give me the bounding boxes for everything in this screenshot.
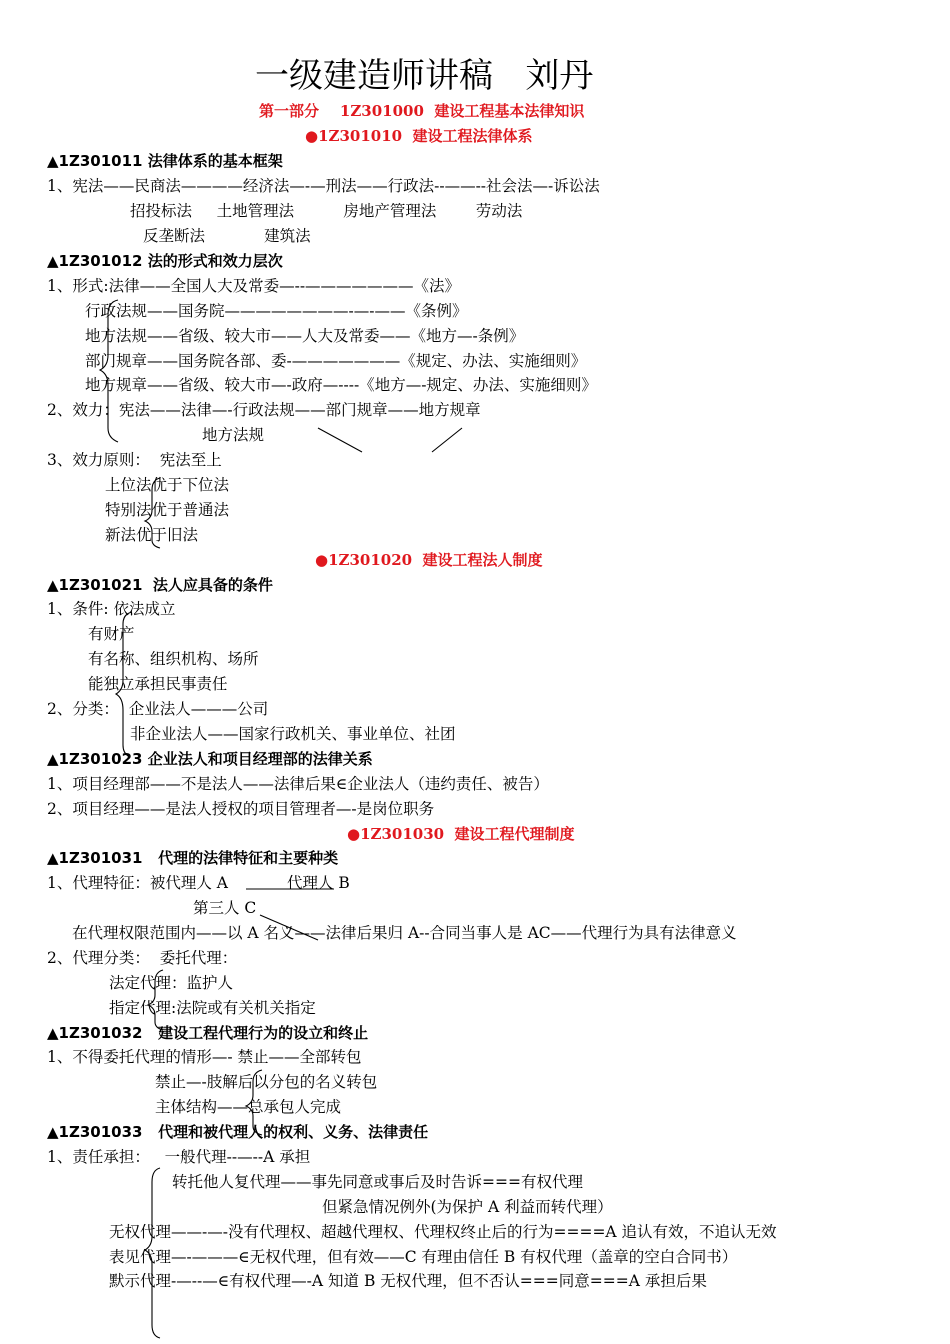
brace-shape	[145, 478, 160, 548]
diagonal-line	[318, 428, 362, 452]
text-line: 禁止—-肢解后以分包的名义转包	[155, 1073, 378, 1091]
text-line: 指定代理:法院或有关机关指定	[109, 999, 316, 1017]
subsection-heading: ▲1Z301021 法人应具备的条件	[47, 576, 273, 594]
text-line: 地方法规	[202, 426, 265, 444]
subsection-heading: ▲1Z301012 法的形式和效力层次	[47, 252, 283, 270]
subsection-heading: ▲1Z301023 企业法人和项目经理部的法律关系	[47, 750, 373, 768]
diagonal-line	[432, 428, 462, 452]
text-line: 上位法优于下位法	[105, 476, 230, 494]
section-heading: ●1Z301020 建设工程法人制度	[315, 551, 543, 569]
text-line: 新法优于旧法	[105, 526, 199, 544]
text-line: 无权代理——-—-没有代理权、超越代理权、代理权终止后的行为====A 追认有效，不追认无效	[109, 1223, 777, 1241]
section-heading: ●1Z301010 建设工程法律体系	[305, 127, 533, 145]
text-line: 默示代理-—--—∈有权代理—-A 知道 B 无权代理，但不否认===同意===A 承担后果	[109, 1272, 707, 1290]
text-line: 特别法优于普通法	[105, 501, 230, 519]
brace-shape	[148, 970, 163, 1030]
text-line: 有财产	[88, 625, 135, 643]
subsection-heading: ▲1Z301033 代理和被代理人的权利、义务、法律责任	[47, 1123, 429, 1141]
brace-shape	[145, 1168, 160, 1338]
brace-shape	[246, 1070, 262, 1135]
text-line: 但紧急情况例外(为保护 A 利益而转代理）	[322, 1198, 613, 1216]
text-line: 主体结构——总承包人完成	[155, 1098, 342, 1116]
text-line: 行政法规——国务院————————-—-——《条例》	[85, 302, 468, 320]
text-line: 1、形式:法律——全国人大及常委—--———————《法》	[47, 277, 461, 295]
text-line: 地方规章——省级、较大市—-政府—----《地方—-规定、办法、实施细则》	[85, 376, 597, 394]
brace-shape	[100, 300, 118, 442]
part-heading: 第一部分 1Z301000 建设工程基本法律知识	[259, 102, 585, 120]
text-line: 3、效力原则： 宪法至上	[47, 451, 222, 469]
text-line: 代理人 B	[287, 874, 350, 892]
text-line: 2、分类： 企业法人———公司	[47, 700, 269, 718]
section-heading: ●1Z301030 建设工程代理制度	[347, 825, 575, 843]
subsection-heading: ▲1Z301031 代理的法律特征和主要种类	[47, 849, 339, 867]
text-line: 1、条件: 依法成立	[47, 600, 176, 618]
text-line: 地方法规——省级、较大市——人大及常委——《地方—-条例》	[85, 327, 525, 345]
text-line: 第三人 C	[193, 899, 257, 917]
subsection-heading: ▲1Z301011 法律体系的基本框架	[47, 152, 283, 170]
text-line: 有名称、组织机构、场所	[88, 650, 259, 668]
text-line: 部门规章——国务院各部、委-———————《规定、办法、实施细则》	[85, 352, 587, 370]
brace-shape	[116, 612, 132, 757]
text-line: 1、宪法——民商法————经济法—-—刑法——行政法--——--社会法—-诉讼法	[47, 177, 600, 195]
diagonal-line	[260, 915, 318, 940]
text-line: 2、效力：宪法——法律—-行政法规——部门规章——地方规章	[47, 401, 481, 419]
text-line: 非企业法人——国家行政机关、事业单位、社团	[130, 725, 456, 743]
text-line: 反垄断法 建筑法	[143, 227, 311, 245]
text-line: 法定代理：监护人	[109, 974, 234, 992]
text-line: 1、项目经理部——不是法人——法律后果∈企业法人（违约责任、被告）	[47, 775, 549, 793]
text-line: 在代理权限范围内——以 A 名义——法律后果归 A--合同当事人是 AC——代理行为具有法律意义	[72, 924, 737, 942]
text-line: 表见代理—-———∈无权代理，但有效——C 有理由信任 B 有权代理（盖章的空白合同书）	[109, 1248, 738, 1266]
text-line: 1、代理特征：被代理人 A	[47, 874, 228, 892]
text-line: 招投标法 土地管理法 房地产管理法 劳动法	[130, 202, 523, 220]
text-line: 转托他人复代理——事先同意或事后及时告诉===有权代理	[172, 1173, 583, 1191]
text-line: 1、责任承担： 一般代理--—--A 承担	[47, 1148, 311, 1166]
subsection-heading: ▲1Z301032 建设工程代理行为的设立和终止	[47, 1024, 369, 1042]
page-title: 一级建造师讲稿 刘丹	[255, 56, 594, 96]
text-line: 2、项目经理——是法人授权的项目管理者—-是岗位职务	[47, 800, 435, 818]
text-line: 2、代理分类： 委托代理：	[47, 949, 238, 967]
text-line: 1、不得委托代理的情形—- 禁止——全部转包	[47, 1048, 362, 1066]
text-line: 能独立承担民事责任	[88, 675, 228, 693]
